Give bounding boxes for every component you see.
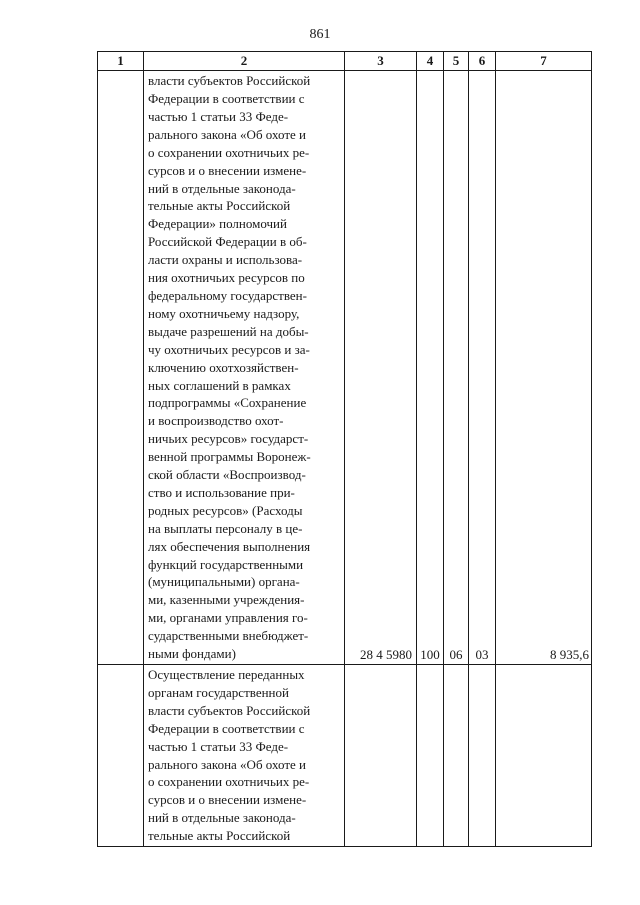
budget-table-container [97, 51, 592, 847]
description-text: Осуществление переданных органам государственной власти субъектов Российской Федерации в соответствии с частью 1 статьи 33 Феде- рального закона «Об охоте и о сохранении охотничьих ре- сурсов и о внесении измене- ний в отдельные законода- тельные акты Российской [148, 667, 311, 844]
cell-description [144, 665, 345, 847]
cell-col1 [98, 665, 144, 847]
column-header-5: 5 [444, 52, 469, 71]
description-text: власти субъектов Российской Федерации в соответствии с частью 1 статьи 33 Феде- рального закона «Об охоте и о сохранении охотничьих ре- сурсов и о внесении измене- ний в отдельные законода- тельные акты Российской Федерации» полномочий Российской Федерации в об- ласти охраны и использова- ния охотничьих ресурсов по федеральному государствен- ному охотничьему надзору, выдаче разрешений на добы- чу охотничьих ресурсов и за- ключению охотхозяйствен- ных соглашений в рамках подпрограммы «Сохранение и воспроизводство охот- ничьих ресурсов» государст- венной программы Воронеж- ской области «Воспроизвод- ство и использование при- родных ресурсов» (Расходы на выплаты персоналу в це- лях обеспечения выполнения функций государственными (муниципальными) органа- ми, казенными учреждения- ми, органами управления го- сударственными внебюджет- ными фондами) [148, 73, 311, 662]
table-row [98, 665, 592, 847]
cell-amount [496, 665, 592, 847]
column-header-3: 3 [345, 52, 417, 71]
column-header-6: 6 [469, 52, 496, 71]
cell-col1 [98, 71, 144, 665]
page-number: 861 [309, 27, 331, 42]
column-header-1: 1 [98, 52, 144, 71]
table-row [98, 71, 592, 665]
column-header-4: 4 [417, 52, 444, 71]
column-header-7: 7 [496, 52, 592, 71]
cell-section [444, 665, 469, 847]
cell-target-article [345, 665, 417, 847]
column-header-2: 2 [144, 52, 345, 71]
cell-amount: 8 935,6 [496, 71, 592, 665]
cell-target-article: 28 4 5980 [345, 71, 417, 665]
cell-expense-type: 100 [417, 71, 444, 665]
table-header-row [98, 52, 592, 71]
cell-section: 06 [444, 71, 469, 665]
cell-subsection [469, 665, 496, 847]
cell-expense-type [417, 665, 444, 847]
cell-description [144, 71, 345, 665]
budget-table [97, 51, 592, 847]
cell-subsection: 03 [469, 71, 496, 665]
